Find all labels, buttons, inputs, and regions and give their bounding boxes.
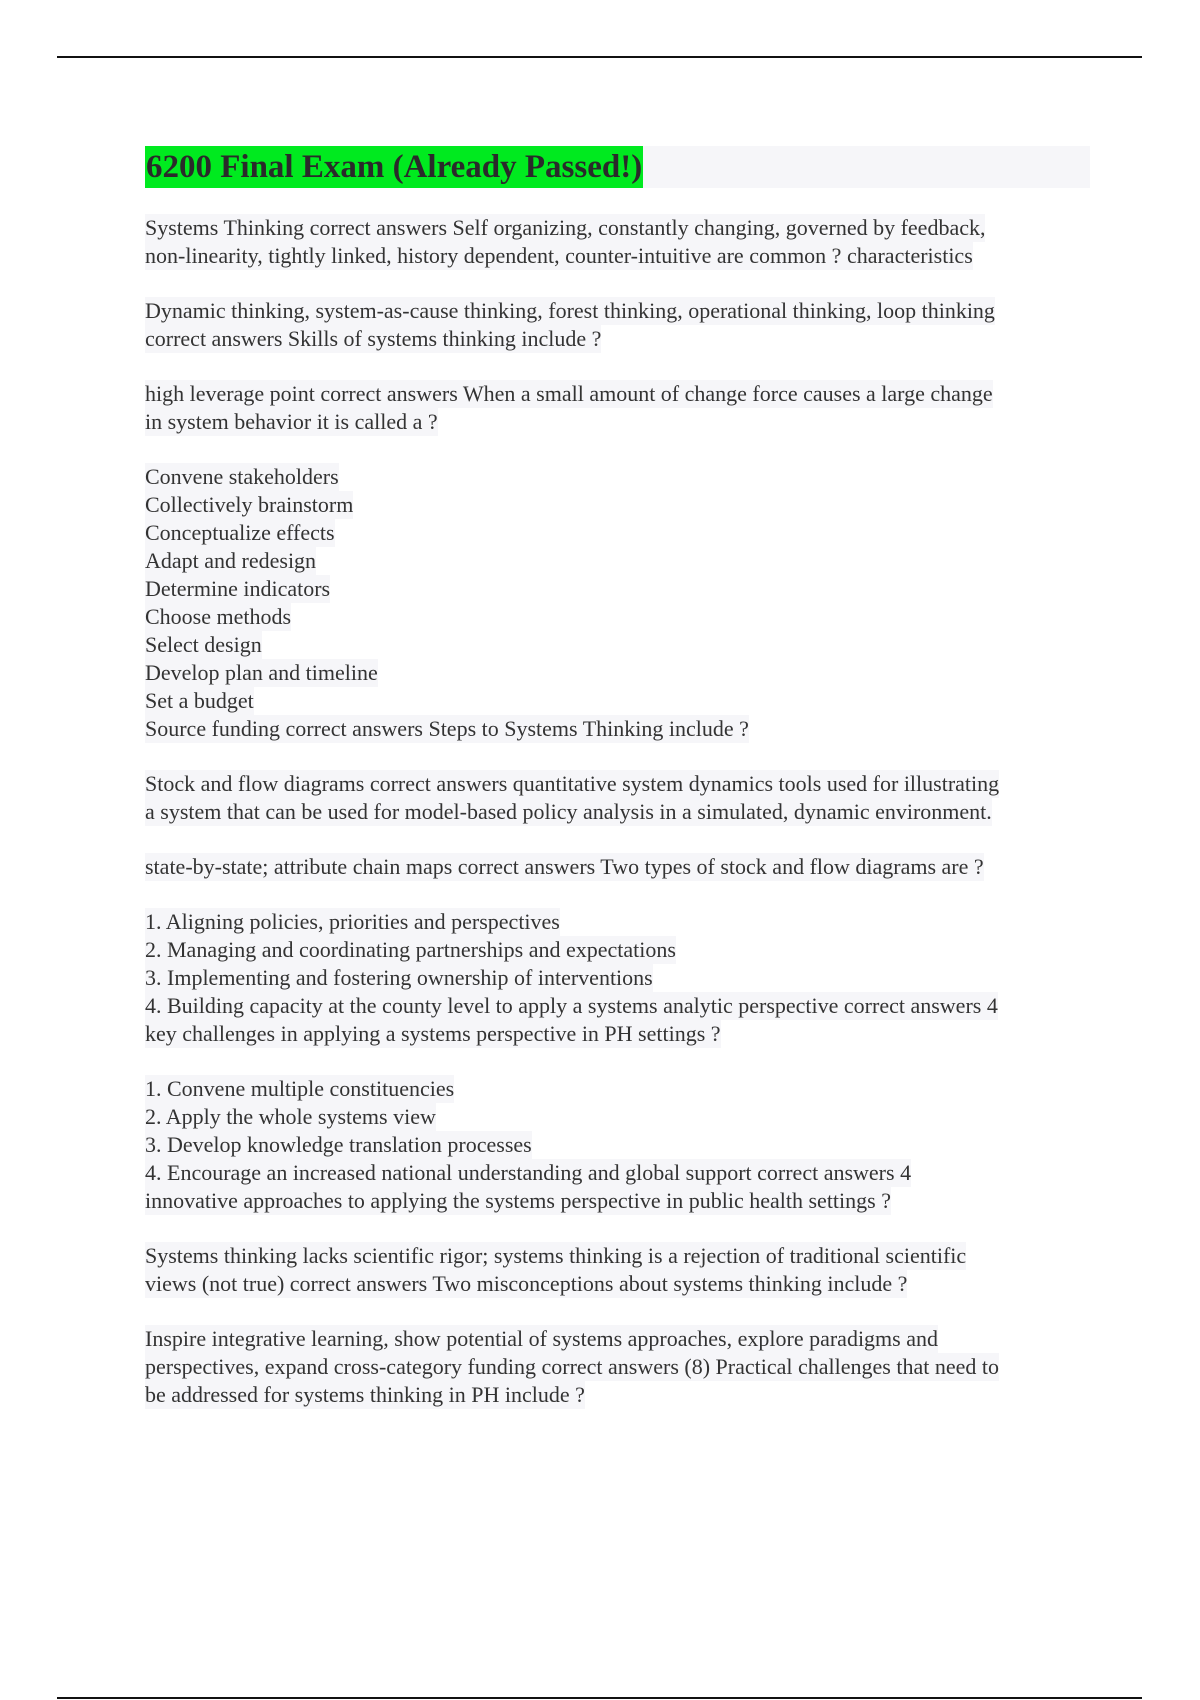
- qa-line: Systems thinking lacks scientific rigor; systems thinking is a rejection of traditional scientific: [145, 1243, 967, 1268]
- qa-line: Source funding correct answers Steps to Systems Thinking include ?: [145, 716, 749, 741]
- qa-line: 1. Aligning policies, priorities and perspectives: [145, 909, 560, 934]
- qa-line: Set a budget: [145, 688, 254, 713]
- qa-entry: [145, 1242, 1090, 1298]
- qa-line: be addressed for systems thinking in PH include ?: [145, 1382, 585, 1407]
- qa-line: in system behavior it is called a ?: [145, 409, 438, 434]
- qa-line: Dynamic thinking, system-as-cause thinking, forest thinking, operational thinking, loop thinking: [145, 298, 995, 323]
- qa-line: 3. Implementing and fostering ownership of interventions: [145, 965, 653, 990]
- qa-entry: [145, 380, 1090, 436]
- qa-entry: [145, 770, 1090, 826]
- qa-line: Choose methods: [145, 604, 292, 629]
- qa-entry: [145, 908, 1090, 1048]
- page-title: 6200 Final Exam (Already Passed!): [145, 146, 643, 188]
- qa-line: a system that can be used for model-based policy analysis in a simulated, dynamic environment.: [145, 799, 992, 824]
- qa-line: Develop plan and timeline: [145, 660, 378, 685]
- qa-entry: [145, 1075, 1090, 1215]
- qa-entry: [145, 297, 1090, 353]
- qa-line: state-by-state; attribute chain maps correct answers Two types of stock and flow diagrams are ?: [145, 854, 984, 879]
- qa-line: Convene stakeholders: [145, 464, 339, 489]
- qa-entry: [145, 853, 1090, 881]
- qa-line: Determine indicators: [145, 576, 331, 601]
- qa-line: Collectively brainstorm: [145, 492, 354, 517]
- qa-line: 4. Encourage an increased national understanding and global support correct answers 4: [145, 1160, 912, 1185]
- qa-line: Select design: [145, 632, 262, 657]
- qa-line: Stock and flow diagrams correct answers quantitative system dynamics tools used for illustrating: [145, 771, 1000, 796]
- qa-entry: [145, 1325, 1090, 1409]
- qa-line: key challenges in applying a systems perspective in PH settings ?: [145, 1021, 721, 1046]
- qa-line: correct answers Skills of systems thinking include ?: [145, 326, 602, 351]
- qa-line: 3. Develop knowledge translation processes: [145, 1132, 532, 1157]
- qa-line: 4. Building capacity at the county level to apply a systems analytic perspective correct answers 4: [145, 993, 998, 1018]
- qa-line: high leverage point correct answers When a small amount of change force causes a large change: [145, 381, 993, 406]
- qa-line: 2. Apply the whole systems view: [145, 1104, 436, 1129]
- bottom-rule: [57, 1697, 1142, 1699]
- qa-line: Adapt and redesign: [145, 548, 317, 573]
- qa-line: Systems Thinking correct answers Self organizing, constantly changing, governed by feedback,: [145, 215, 986, 240]
- qa-line: innovative approaches to applying the systems perspective in public health settings ?: [145, 1188, 891, 1213]
- qa-entry: [145, 463, 1090, 743]
- qa-entry: [145, 214, 1090, 270]
- top-rule: [57, 56, 1142, 58]
- qa-line: Conceptualize effects: [145, 520, 335, 545]
- qa-line: 1. Convene multiple constituencies: [145, 1076, 455, 1101]
- qa-list: [145, 214, 1090, 1409]
- title-band: [145, 146, 1090, 188]
- qa-line: perspectives, expand cross-category funding correct answers (8) Practical challenges that need to: [145, 1354, 999, 1379]
- qa-line: 2. Managing and coordinating partnerships and expectations: [145, 937, 676, 962]
- qa-line: non-linearity, tightly linked, history dependent, counter-intuitive are common ? characteristics: [145, 243, 973, 268]
- qa-line: Inspire integrative learning, show potential of systems approaches, explore paradigms and: [145, 1326, 938, 1351]
- document-body: [145, 146, 1090, 1436]
- qa-line: views (not true) correct answers Two misconceptions about systems thinking include ?: [145, 1271, 908, 1296]
